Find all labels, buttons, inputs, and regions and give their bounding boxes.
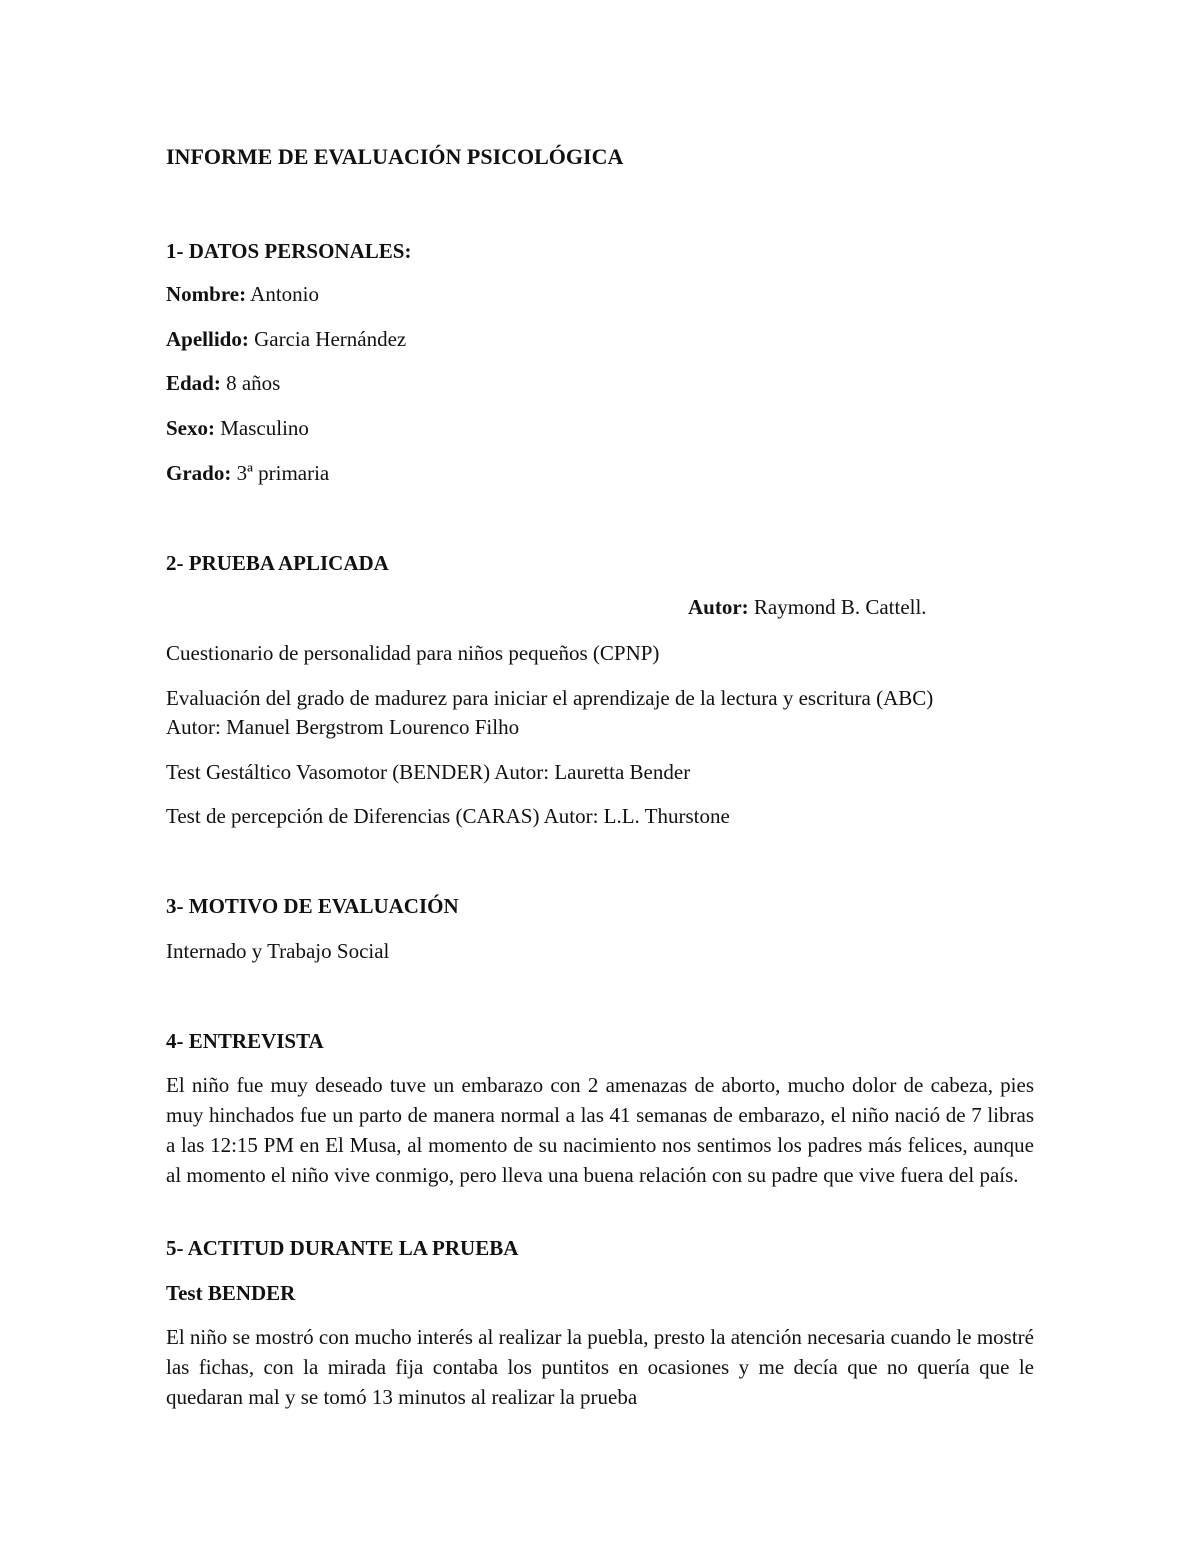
field-value: Garcia Hernández	[248, 327, 407, 351]
test-item: Test Gestáltico Vasomotor (BENDER) Autor: Lauretta Bender	[166, 760, 691, 784]
field-value: Antonio	[246, 282, 320, 306]
section-2-heading: 2- PRUEBA APLICADA	[166, 551, 389, 575]
autor-value: Raymond B. Cattell.	[748, 595, 927, 619]
field-grado	[166, 458, 329, 488]
field-label: Apellido:	[166, 327, 249, 351]
section-4-heading: 4- ENTREVISTA	[166, 1029, 324, 1053]
motivo-text: Internado y Trabajo Social	[166, 939, 390, 963]
field-sexo	[166, 413, 309, 443]
entrevista-paragraph: El niño fue muy deseado tuve un embarazo con 2 amenazas de aborto, mucho dolor de cabeza, pies muy hinchados fue un parto de manera normal a las 41 semanas de embarazo, el niño nació de 7 libras a las 12:15 PM en El Musa, al momento de su nacimiento nos sentimos los padres más felices, aunque al momento el niño vive conmigo, pero lleva una buena relación con su padre que vive fuera del país.	[166, 1073, 1034, 1187]
field-value: 8 años	[220, 371, 281, 395]
autor-line	[688, 592, 927, 622]
field-edad	[166, 368, 280, 398]
autor-label: Autor:	[688, 595, 749, 619]
test-item: Evaluación del grado de madurez para iniciar el aprendizaje de la lectura y escritura (ABC)	[166, 686, 934, 710]
field-label: Edad:	[166, 371, 221, 395]
field-value: 3ª primaria	[231, 461, 330, 485]
test-item: Autor: Manuel Bergstrom Lourenco Filho	[166, 715, 520, 739]
field-value: Masculino	[215, 416, 309, 440]
actitud-paragraph: El niño se mostró con mucho interés al realizar la puebla, presto la atención necesaria cuando le mostré las fichas, con la mirada fija contaba los puntitos en ocasiones y me decía que no quería que le quedaran mal y se tomó 13 minutos al realizar la prueba	[166, 1325, 1034, 1409]
test-item: Cuestionario de personalidad para niños pequeños (CPNP)	[166, 641, 660, 665]
section-5-subheading: Test BENDER	[166, 1281, 296, 1305]
section-3-heading: 3- MOTIVO DE EVALUACIÓN	[166, 894, 459, 918]
field-label: Nombre:	[166, 282, 247, 306]
field-apellido	[166, 324, 406, 354]
field-nombre	[166, 279, 319, 309]
section-5-heading: 5- ACTITUD DURANTE LA PRUEBA	[166, 1236, 519, 1260]
test-item: Test de percepción de Diferencias (CARAS) Autor: L.L. Thurstone	[166, 804, 730, 828]
field-label: Sexo:	[166, 416, 215, 440]
field-label: Grado:	[166, 461, 232, 485]
document-title: INFORME DE EVALUACIÓN PSICOLÓGICA	[166, 144, 624, 169]
section-1-heading: 1- DATOS PERSONALES:	[166, 239, 412, 263]
